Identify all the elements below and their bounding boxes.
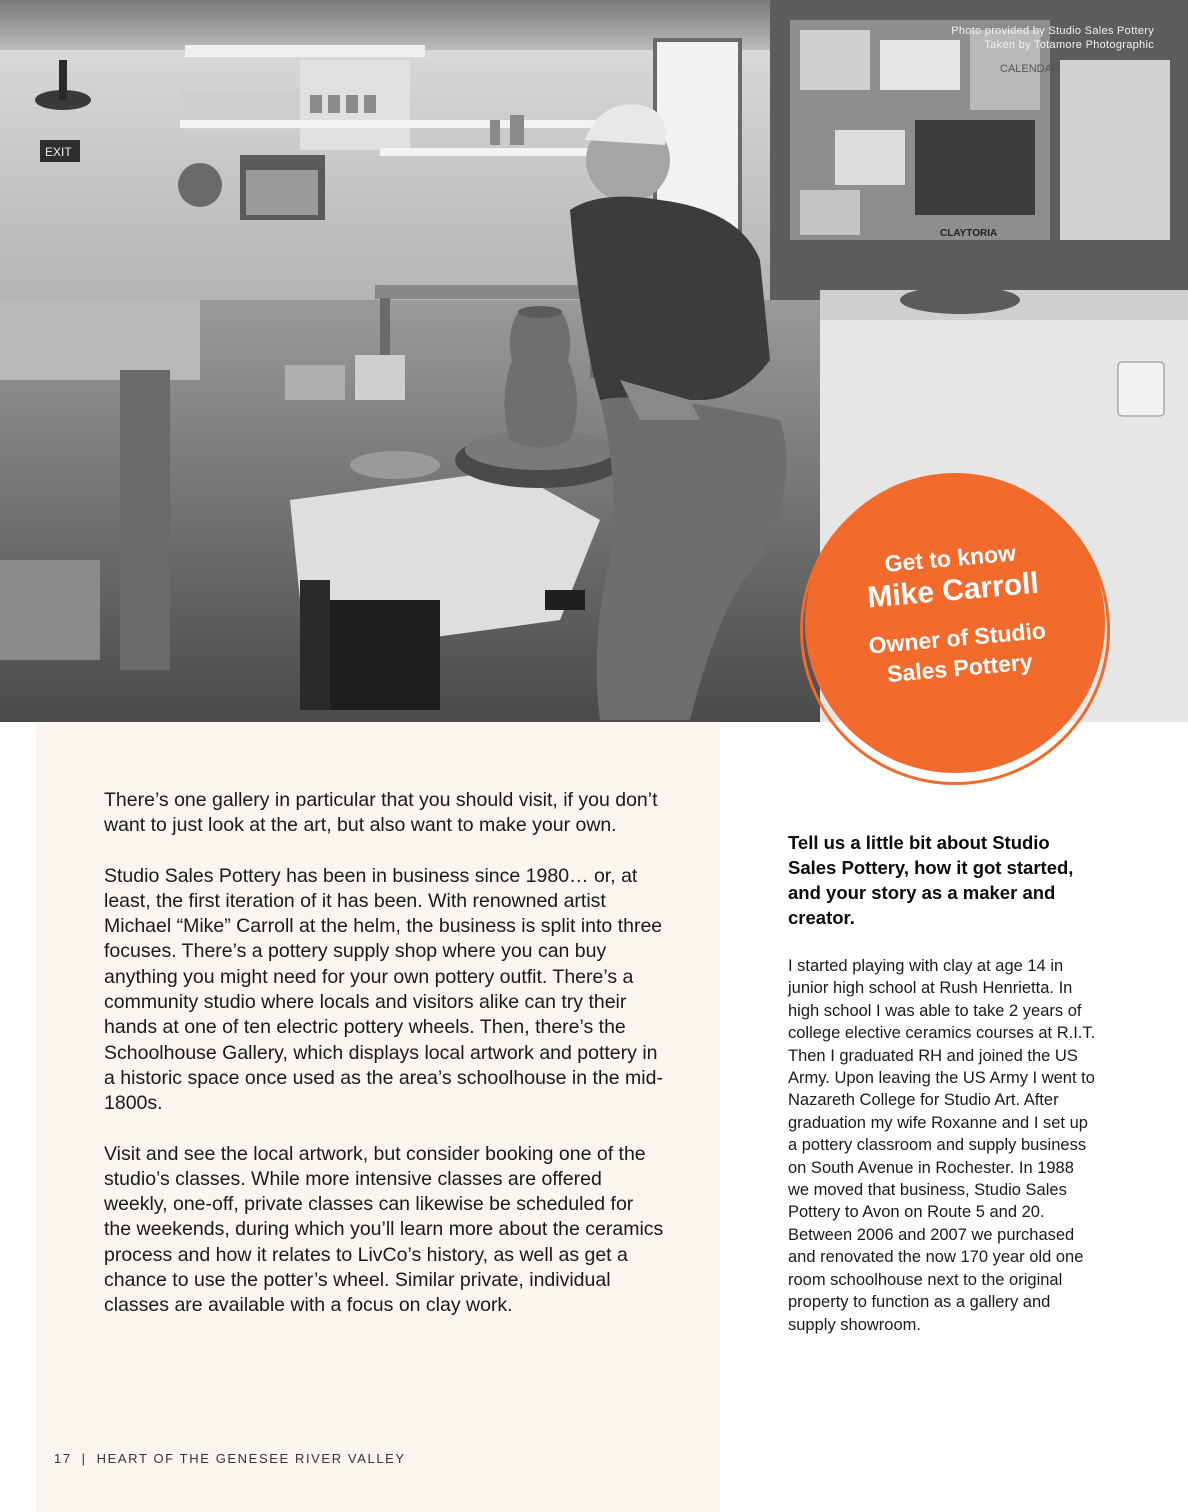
page-footer <box>54 1451 406 1466</box>
badge-role-line2: Sales Pottery <box>886 648 1034 688</box>
interview-question: Tell us a little bit about Studio Sales Pottery, how it got started, and your story as a maker and creator. <box>788 832 1074 928</box>
badge-text <box>799 530 1110 696</box>
article-paragraph: There’s one gallery in particular that you should visit, if you don’t want to just look at the art, but also want to make your own. <box>104 789 658 837</box>
badge-intro: Get to know <box>883 539 1017 577</box>
claytoria-sign: CLAYTORIA <box>940 228 998 239</box>
article-paragraph: Visit and see the local artwork, but consider booking one of the studio’s classes. While more intensive classes are offered weekly, one-off, private classes can likewise be scheduled for the weekends, during which you’ll learn more about the ceramics process and how it relates to LivCo’s history, as well as get a chance to use the potter’s wheel. Similar private, individual classes are available with a focus on clay work. <box>104 1142 664 1317</box>
photo-credit-line1: Photo provided by Studio Sales Pottery <box>951 25 1154 37</box>
page-number: 17 <box>54 1451 72 1466</box>
interview-answer: I started playing with clay at age 14 in junior high school at Rush Henrietta. In high school I was able to take 2 years of college elective ceramics courses at R.I.T. Then I graduated RH and joined the US Army. Upon leaving the US Army I went to Nazareth College for Studio Art. After graduation my wife Roxanne and I set up a pottery classroom and supply business on South Avenue in Rochester. In 1988 we moved that business, Studio Sales Pottery to Avon on Route 5 and 20. Between 2006 and 2007 we purchased and renovated the now 170 year old one room schoolhouse next to the original property to function as a gallery and supply showroom. <box>788 957 1096 1334</box>
profile-badge <box>805 473 1105 773</box>
photo-credit <box>951 24 1154 52</box>
badge-name: Mike Carroll <box>866 566 1041 615</box>
badge-role-line1: Owner of Studio <box>867 617 1047 659</box>
calendar-sign: CALENDAR <box>1000 63 1060 75</box>
publication-name: HEART OF THE GENESEE RIVER VALLEY <box>96 1451 406 1466</box>
article-body <box>104 788 664 1344</box>
photo-credit-line2: Taken by Totamore Photographic <box>984 39 1154 51</box>
article-paragraph: Studio Sales Pottery has been in business since 1980… or, at least, the first iteration of it has been. With renowned artist Michael “Mike” Carroll at the helm, the business is split into three focuses. There’s a pottery supply shop where you can buy anything you might need for your own pottery outfit. There’s a community studio where locals and visitors alike can try their hands at one of ten electric pottery wheels. Then, there’s the Schoolhouse Gallery, which displays local artwork and pottery in a historic space once used as the area’s schoolhouse in the mid-1800s. <box>104 864 663 1115</box>
interview-column <box>788 830 1098 1336</box>
exit-sign: EXIT <box>45 145 72 159</box>
footer-separator: | <box>81 1451 87 1466</box>
